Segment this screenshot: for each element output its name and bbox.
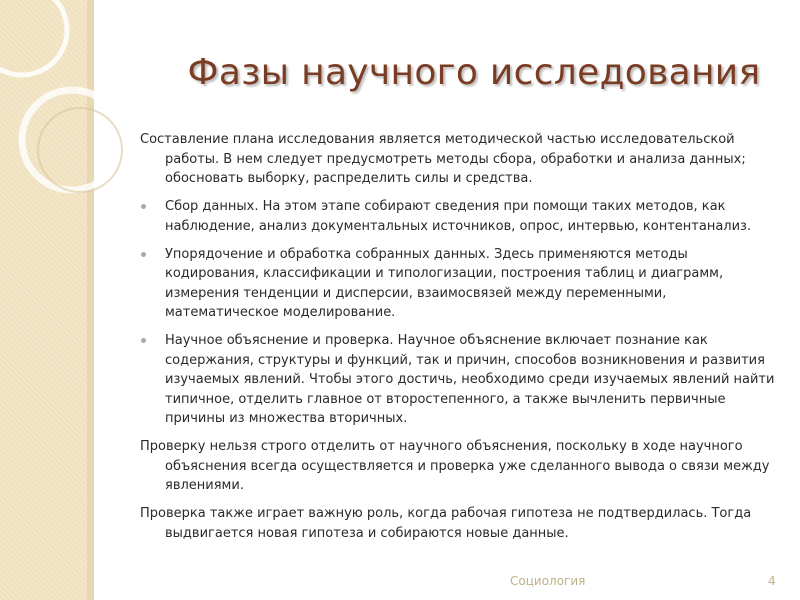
bullet-item-explanation [140,331,780,429]
slide-body [140,130,780,552]
slide-title: Фазы научного исследования [187,52,761,93]
paragraph-text: Проверку нельзя строго отделить от научного объяснения, поскольку в ходе научного объяснения всегда осуществляется и проверка уже сделанного вывода о связи между явлениями. [140,439,770,493]
paragraph-plan [140,130,780,189]
footer-page-number: 4 [768,574,776,588]
decor-circle-middle [22,90,122,190]
decor-circle-top [0,0,67,75]
bullet-dot-icon [141,252,146,257]
bullet-item-collection [140,197,780,236]
bullet-dot-icon [141,338,146,343]
bullet-dot-icon [141,204,146,209]
bullet-item-processing [140,245,780,323]
decor-circle-inner [38,108,122,192]
paragraph-hypothesis [140,504,780,543]
paragraph-text: Сбор данных. На этом этапе собирают сведения при помощи таких методов, как наблюдение, анализ документальных источников, опрос, интервью, контентанализ. [165,199,752,234]
paragraph-text: Составление плана исследования является методической частью исследовательской работы. В нем следует предусмотреть методы сбора, обработки и анализа данных; обосновать выборку, распределить силы и средства. [140,132,746,186]
paragraph-text: Научное объяснение и проверка. Научное объяснение включает познание как содержания, структуры и функций, так и причин, способов возникновения и развития изучаемых явлений. Чтобы этого достичь, необходимо среди изучаемых явлений найти типичное, отделить главное от второстепенного, а также вычленить первичные причины из множества вторичных. [165,333,775,426]
paragraph-verification [140,437,780,496]
footer-subject: Социология [510,574,586,588]
paragraph-text: Упорядочение и обработка собранных данных. Здесь применяются методы кодирования, классификации и типологизации, построения таблиц и диаграмм, измерения тенденции и дисперсии, взаимосвязей между переменными, математическое моделирование. [165,246,724,320]
paragraph-text: Проверка также играет важную роль, когда рабочая гипотеза не подтвердилась. Тогда выдвигается новая гипотеза и собираются новые данные. [140,506,752,541]
